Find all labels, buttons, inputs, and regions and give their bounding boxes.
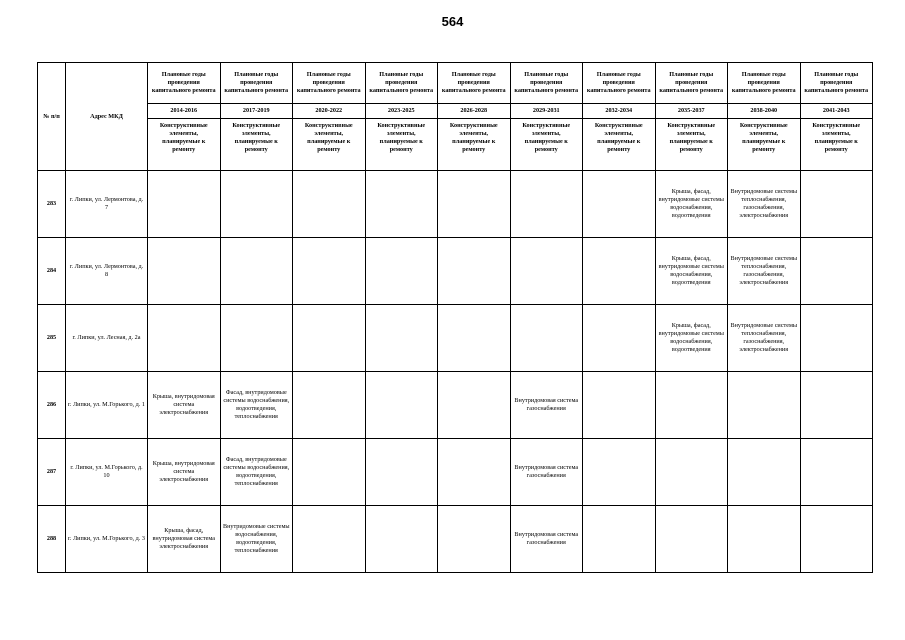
repair-cell: Крыша, внутридомовая система электроснабжения xyxy=(148,372,221,439)
address-column-header: Адрес МКД xyxy=(66,63,148,171)
repair-cell xyxy=(800,305,873,372)
repair-cell: Крыша, внутридомовая система электроснабжения xyxy=(148,439,221,506)
period-subtitle: Конструктивные элементы, планируемые к ремонту xyxy=(293,119,366,171)
period-title: Плановые годы проведения капитального ремонта xyxy=(365,63,438,104)
table-row xyxy=(38,171,873,238)
period-years: 2029-2031 xyxy=(510,104,583,119)
repair-cell: Внутридомовые системы теплоснабжения, газоснабжения, электроснабжения xyxy=(728,238,801,305)
repair-cell xyxy=(365,506,438,573)
repair-cell xyxy=(293,305,366,372)
row-address: г. Липки, ул. Лермонтова, д. 8 xyxy=(66,238,148,305)
period-subtitle: Конструктивные элементы, планируемые к ремонту xyxy=(728,119,801,171)
repair-cell xyxy=(148,171,221,238)
table-row xyxy=(38,305,873,372)
period-title: Плановые годы проведения капитального ремонта xyxy=(583,63,656,104)
repair-cell xyxy=(438,506,511,573)
repair-cell: Внутридомовые системы теплоснабжения, газоснабжения, электроснабжения xyxy=(728,305,801,372)
period-years: 2026-2028 xyxy=(438,104,511,119)
period-years: 2038-2040 xyxy=(728,104,801,119)
repair-cell xyxy=(655,372,728,439)
row-number: 288 xyxy=(38,506,66,573)
page-number: 564 xyxy=(441,14,464,29)
repair-cell xyxy=(728,439,801,506)
period-years: 2041-2043 xyxy=(800,104,873,119)
repair-cell xyxy=(220,238,293,305)
repair-cell xyxy=(800,372,873,439)
repair-cell xyxy=(365,372,438,439)
repair-cell xyxy=(583,238,656,305)
period-years: 2032-2034 xyxy=(583,104,656,119)
table-row xyxy=(38,372,873,439)
repair-cell xyxy=(438,171,511,238)
repair-cell xyxy=(438,238,511,305)
row-number: 287 xyxy=(38,439,66,506)
repair-cell xyxy=(438,439,511,506)
table-row xyxy=(38,439,873,506)
repair-cell xyxy=(148,305,221,372)
repair-cell: Внутридомовая система газоснабжения xyxy=(510,506,583,573)
repair-cell xyxy=(655,439,728,506)
repair-cell: Внутридомовая система газоснабжения xyxy=(510,372,583,439)
repair-cell: Внутридомовые системы теплоснабжения, газоснабжения, электроснабжения xyxy=(728,171,801,238)
repair-cell xyxy=(800,238,873,305)
row-address: г. Липки, ул. М.Горького, д. 3 xyxy=(66,506,148,573)
repair-cell xyxy=(583,305,656,372)
repair-cell xyxy=(365,439,438,506)
repair-cell xyxy=(510,305,583,372)
repair-cell xyxy=(583,372,656,439)
repair-cell xyxy=(583,439,656,506)
repair-cell xyxy=(438,305,511,372)
repair-cell xyxy=(510,238,583,305)
header-row-years xyxy=(38,104,873,119)
row-number: 283 xyxy=(38,171,66,238)
header-row-subtitles xyxy=(38,119,873,171)
repair-cell xyxy=(438,372,511,439)
repair-cell xyxy=(293,506,366,573)
row-number: 286 xyxy=(38,372,66,439)
repair-cell xyxy=(220,305,293,372)
repair-cell: Фасад, внутридомовые системы водоснабжения, водоотведения, теплоснабжения xyxy=(220,439,293,506)
repair-cell xyxy=(220,171,293,238)
period-subtitle: Конструктивные элементы, планируемые к ремонту xyxy=(365,119,438,171)
repair-cell xyxy=(293,238,366,305)
period-title: Плановые годы проведения капитального ремонта xyxy=(655,63,728,104)
period-years: 2035-2037 xyxy=(655,104,728,119)
repair-cell xyxy=(728,506,801,573)
period-subtitle: Конструктивные элементы, планируемые к ремонту xyxy=(220,119,293,171)
capital-repair-plan-table xyxy=(37,62,873,573)
period-years: 2017-2019 xyxy=(220,104,293,119)
repair-cell xyxy=(800,506,873,573)
table-row xyxy=(38,506,873,573)
repair-cell xyxy=(510,171,583,238)
period-subtitle: Конструктивные элементы, планируемые к ремонту xyxy=(800,119,873,171)
repair-cell xyxy=(365,305,438,372)
repair-cell xyxy=(583,506,656,573)
repair-cell xyxy=(800,439,873,506)
repair-cell xyxy=(293,439,366,506)
period-subtitle: Конструктивные элементы, планируемые к ремонту xyxy=(148,119,221,171)
repair-cell xyxy=(293,171,366,238)
period-title: Плановые годы проведения капитального ремонта xyxy=(293,63,366,104)
row-address: г. Липки, ул. Лесная, д. 2а xyxy=(66,305,148,372)
period-title: Плановые годы проведения капитального ремонта xyxy=(148,63,221,104)
period-subtitle: Конструктивные элементы, планируемые к ремонту xyxy=(438,119,511,171)
repair-cell: Крыша, фасад, внутридомовые системы водоснабжения, водоотведения xyxy=(655,171,728,238)
repair-cell xyxy=(728,372,801,439)
repair-cell: Внутридомовые системы водоснабжения, водоотведения, теплоснабжения xyxy=(220,506,293,573)
repair-cell xyxy=(148,238,221,305)
period-years: 2023-2025 xyxy=(365,104,438,119)
repair-cell xyxy=(293,372,366,439)
repair-cell: Крыша, фасад, внутридомовые системы водоснабжения, водоотведения xyxy=(655,305,728,372)
row-address: г. Липки, ул. Лермонтова, д. 7 xyxy=(66,171,148,238)
period-title: Плановые годы проведения капитального ремонта xyxy=(510,63,583,104)
header-row-titles xyxy=(38,63,873,104)
period-subtitle: Конструктивные элементы, планируемые к ремонту xyxy=(655,119,728,171)
repair-cell xyxy=(655,506,728,573)
period-title: Плановые годы проведения капитального ремонта xyxy=(220,63,293,104)
period-years: 2020-2022 xyxy=(293,104,366,119)
table-row xyxy=(38,238,873,305)
period-subtitle: Конструктивные элементы, планируемые к ремонту xyxy=(583,119,656,171)
period-subtitle: Конструктивные элементы, планируемые к ремонту xyxy=(510,119,583,171)
period-title: Плановые годы проведения капитального ремонта xyxy=(728,63,801,104)
row-number: 285 xyxy=(38,305,66,372)
period-years: 2014-2016 xyxy=(148,104,221,119)
repair-cell xyxy=(365,238,438,305)
period-title: Плановые годы проведения капитального ремонта xyxy=(800,63,873,104)
row-address: г. Липки, ул. М.Горького, д. 1 xyxy=(66,372,148,439)
repair-cell: Крыша, фасад, внутридомовые системы водоснабжения, водоотведения xyxy=(655,238,728,305)
row-address: г. Липки, ул. М.Горького, д. 10 xyxy=(66,439,148,506)
repair-cell: Внутридомовая система газоснабжения xyxy=(510,439,583,506)
repair-cell: Фасад, внутридомовые системы водоснабжения, водоотведения, теплоснабжения xyxy=(220,372,293,439)
repair-cell xyxy=(800,171,873,238)
repair-cell xyxy=(583,171,656,238)
repair-cell: Крыша, фасад, внутридомовая система электроснабжения xyxy=(148,506,221,573)
repair-cell xyxy=(365,171,438,238)
num-column-header: № п/п xyxy=(38,63,66,171)
period-title: Плановые годы проведения капитального ремонта xyxy=(438,63,511,104)
row-number: 284 xyxy=(38,238,66,305)
